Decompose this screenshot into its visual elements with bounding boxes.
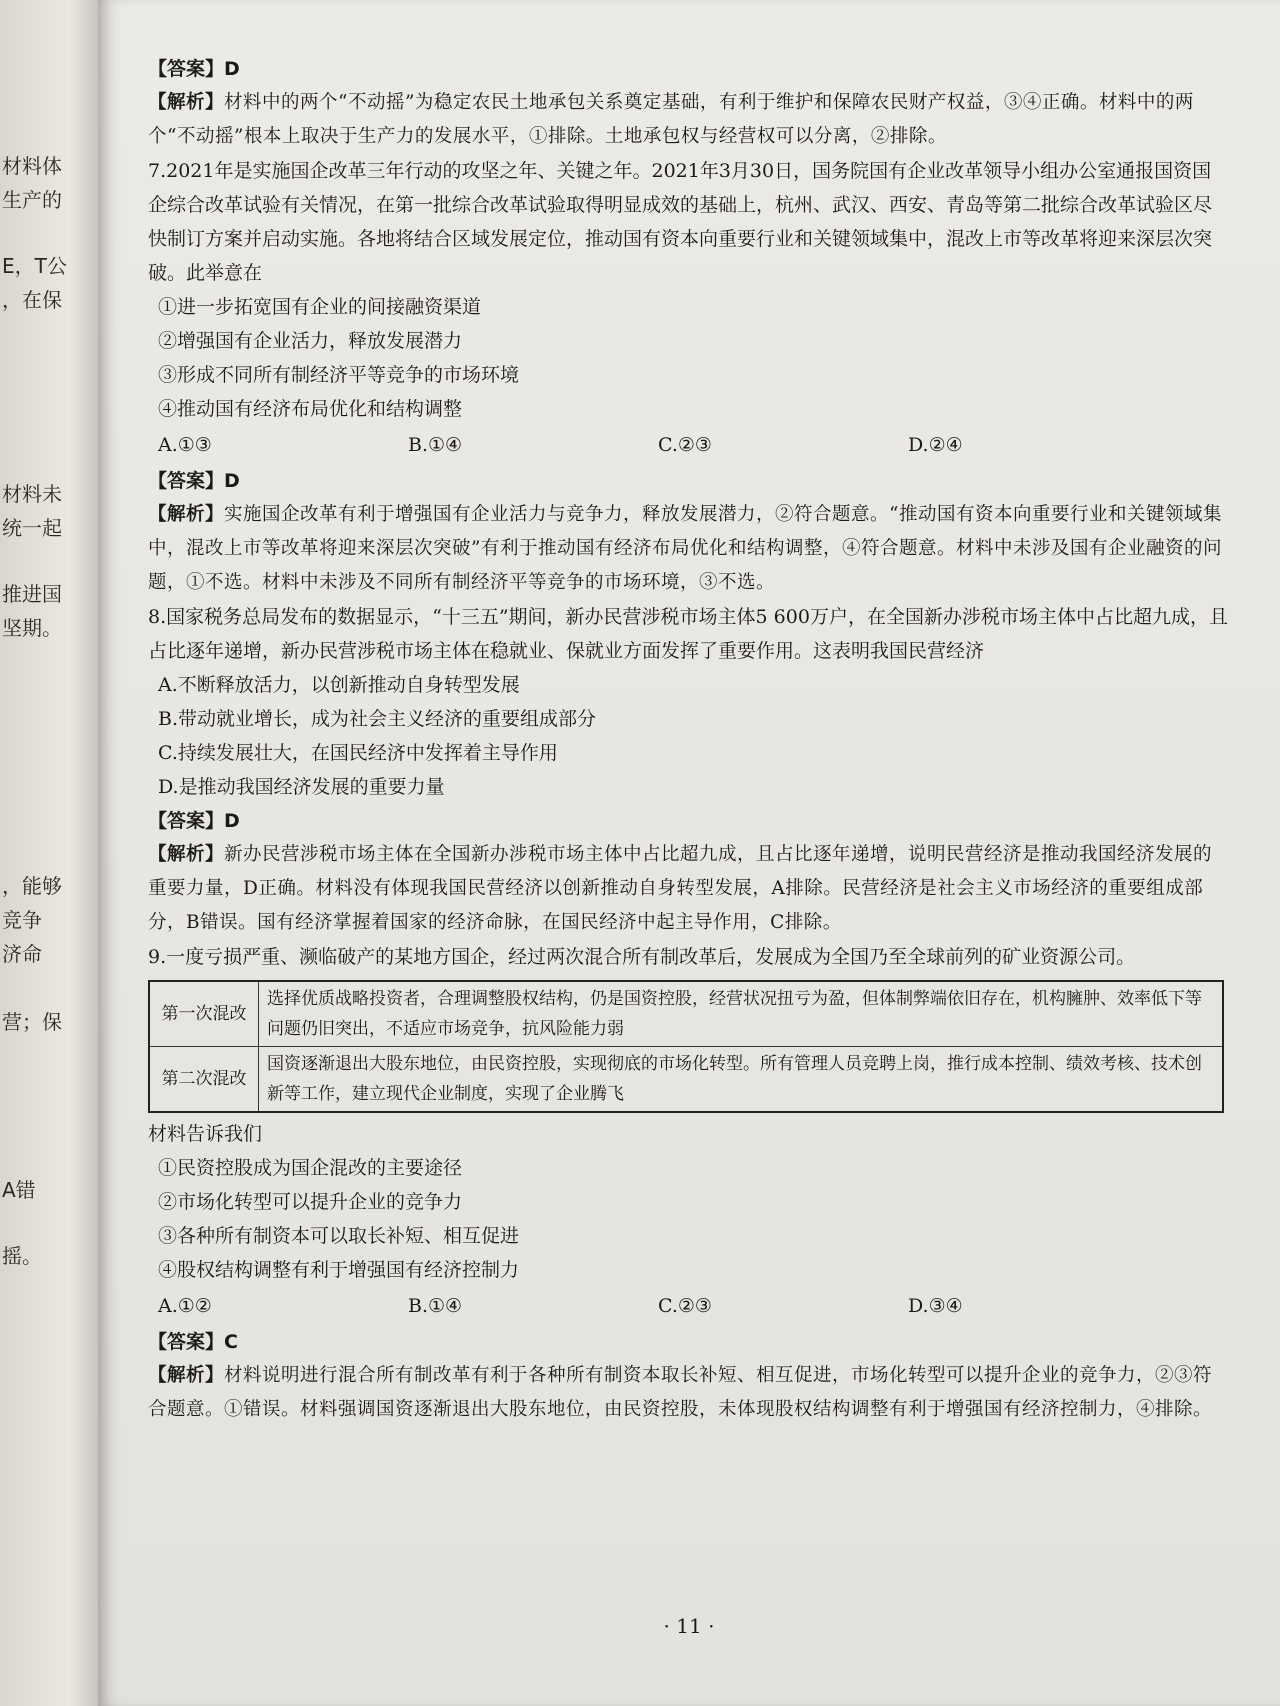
question-stem: 9.一度亏损严重、濒临破产的某地方国企，经过两次混合所有制改革后，发展成为全国乃至全球前列的矿业资源公司。 — [148, 946, 1136, 968]
left-page-text-fragment: 统一起 — [2, 516, 62, 540]
left-page-text-fragment: ，能够 — [2, 874, 62, 898]
table-row-header: 第一次混改 — [149, 981, 259, 1047]
choice-option: B.①④ — [408, 434, 463, 456]
choice-row — [148, 426, 1228, 464]
left-page-text-fragment: 竞争 — [2, 908, 42, 932]
analysis-paragraph — [148, 86, 1228, 154]
choice-option: B.①④ — [408, 1295, 463, 1317]
left-page-text-fragment: 推进国 — [2, 582, 62, 606]
answer-tag: 【答案】 — [148, 470, 225, 492]
option-item: ④推动国有经济布局优化和结构调整 — [158, 398, 463, 420]
answer-line — [148, 1325, 1228, 1359]
option-item: ③形成不同所有制经济平等竞争的市场环境 — [158, 364, 520, 386]
table-row — [149, 1047, 1223, 1113]
option-item: ③各种所有制资本可以取长补短、相互促进 — [158, 1225, 520, 1247]
left-page-text-fragment: 生产的 — [2, 188, 62, 212]
analysis-tag: 【解析】 — [148, 92, 225, 113]
analysis-text: 材料中的两个“不动摇”为稳定农民土地承包关系奠定基础，有利于维护和保障农民财产权益，③④正确。材料中的两个“不动摇”根本上取决于生产力的发展水平，①排除。土地承包权与经营权可以分离，②排除。 — [148, 92, 1194, 147]
answer-line — [148, 52, 1228, 86]
analysis-paragraph — [148, 1359, 1228, 1427]
left-page-text-fragment: ，在保 — [2, 288, 62, 312]
answer-value: D — [224, 810, 240, 832]
option-item: B.带动就业增长，成为社会主义经济的重要组成部分 — [158, 708, 597, 730]
choice-option: A.①② — [158, 1295, 212, 1317]
reform-table — [148, 980, 1224, 1113]
document-page — [98, 0, 1280, 1706]
choice-option: A.①③ — [158, 434, 212, 456]
answer-tag: 【答案】 — [148, 810, 225, 832]
table-cell: 选择优质战略投资者，合理调整股权结构，仍是国资控股，经营状况扭亏为盈，但体制弊端依旧存在，机构臃肿、效率低下等问题仍旧突出，不适应市场竞争，抗风险能力弱 — [259, 981, 1224, 1047]
analysis-text: 材料说明进行混合所有制改革有利于各种所有制资本取长补短、相互促进，市场化转型可以提升企业的竞争力，②③符合题意。①错误。材料强调国资逐渐退出大股东地位，由民资控股，未体现股权结构调整有利于增强国有经济控制力，④排除。 — [148, 1365, 1213, 1420]
choice-row — [148, 1287, 1228, 1325]
page-number: · 11 · — [663, 1614, 715, 1638]
left-page-text-fragment: A错 — [2, 1178, 36, 1202]
question-stem: 材料告诉我们 — [148, 1123, 263, 1145]
answer-line — [148, 804, 1228, 838]
table-row-header: 第二次混改 — [149, 1047, 259, 1113]
left-page-text-fragment: 摇。 — [2, 1244, 42, 1268]
option-item: ①民资控股成为国企混改的主要途径 — [158, 1157, 463, 1179]
analysis-tag: 【解析】 — [148, 844, 225, 865]
option-item: C.持续发展壮大，在国民经济中发挥着主导作用 — [158, 742, 558, 764]
analysis-text: 新办民营涉税市场主体在全国新办涉税市场主体中占比超九成，且占比逐年递增，说明民营经济是推动我国经济发展的重要力量，D正确。材料没有体现我国民营经济以创新推动自身转型发展，A排除。民营经济是社会主义市场经济的重要组成部分，B错误。国有经济掌握着国家的经济命脉，在国民经济中起主导作用，C排除。 — [148, 844, 1213, 933]
page-content — [148, 52, 1228, 1427]
option-item: ②市场化转型可以提升企业的竞争力 — [158, 1191, 463, 1213]
answer-value: D — [224, 58, 240, 80]
choice-option: D.②④ — [908, 434, 963, 456]
answer-line — [148, 464, 1228, 498]
analysis-tag: 【解析】 — [148, 504, 225, 525]
left-page-text-fragment: 材料体 — [2, 154, 62, 178]
choice-option: D.③④ — [908, 1295, 963, 1317]
left-page-text-fragment: 坚期。 — [2, 616, 62, 640]
choice-option: C.②③ — [658, 434, 712, 456]
table-cell: 国资逐渐退出大股东地位，由民资控股，实现彻底的市场化转型。所有管理人员竞聘上岗，推行成本控制、绩效考核、技术创新等工作，建立现代企业制度，实现了企业腾飞 — [259, 1047, 1224, 1113]
left-page-text-fragment: E，T公 — [2, 254, 67, 278]
question-stem: 8.国家税务总局发布的数据显示，“十三五”期间，新办民营涉税市场主体5 600万户，在全国新办涉税市场主体中占比超九成，且占比逐年递增，新办民营涉税市场主体在稳就业、保就业方面发挥了重要作用。这表明我国民营经济 — [148, 606, 1228, 662]
answer-value: C — [224, 1331, 238, 1353]
analysis-paragraph — [148, 838, 1228, 940]
option-item: ④股权结构调整有利于增强国有经济控制力 — [158, 1259, 520, 1281]
analysis-text: 实施国企改革有利于增强国有企业活力与竞争力，释放发展潜力，②符合题意。“推动国有资本向重要行业和关键领域集中，混改上市等改革将迎来深层次突破”有利于推动国有经济布局优化和结构调整，④符合题意。材料中未涉及国有企业融资的问题，①不选。材料中未涉及不同所有制经济平等竞争的市场环境，③不选。 — [148, 504, 1222, 593]
option-item: ②增强国有企业活力，释放发展潜力 — [158, 330, 463, 352]
left-page-text-fragment: 营；保 — [2, 1010, 62, 1034]
option-item: A.不断释放活力，以创新推动自身转型发展 — [158, 674, 520, 696]
answer-value: D — [224, 470, 240, 492]
table-row — [149, 981, 1223, 1047]
option-item: D.是推动我国经济发展的重要力量 — [158, 776, 445, 798]
question-stem: 7.2021年是实施国企改革三年行动的攻坚之年、关键之年。2021年3月30日，国务院国有企业改革领导小组办公室通报国资国企综合改革试验有关情况，在第一批综合改革试验取得明显成效的基础上，杭州、武汉、西安、青岛等第二批综合改革试验区尽快制订方案并启动实施。各地将结合区域发展定位，推动国有资本向重要行业和关键领域集中，混改上市等改革将迎来深层次突破。此举意在 — [148, 160, 1213, 284]
answer-tag: 【答案】 — [148, 1331, 225, 1353]
left-page-text-fragment: 材料未 — [2, 482, 62, 506]
left-page-edge — [0, 0, 98, 1706]
left-page-text-fragment: 济命 — [2, 942, 42, 966]
option-item: ①进一步拓宽国有企业的间接融资渠道 — [158, 296, 482, 318]
choice-option: C.②③ — [658, 1295, 712, 1317]
analysis-tag: 【解析】 — [148, 1365, 225, 1386]
analysis-paragraph — [148, 498, 1228, 600]
answer-tag: 【答案】 — [148, 58, 225, 80]
